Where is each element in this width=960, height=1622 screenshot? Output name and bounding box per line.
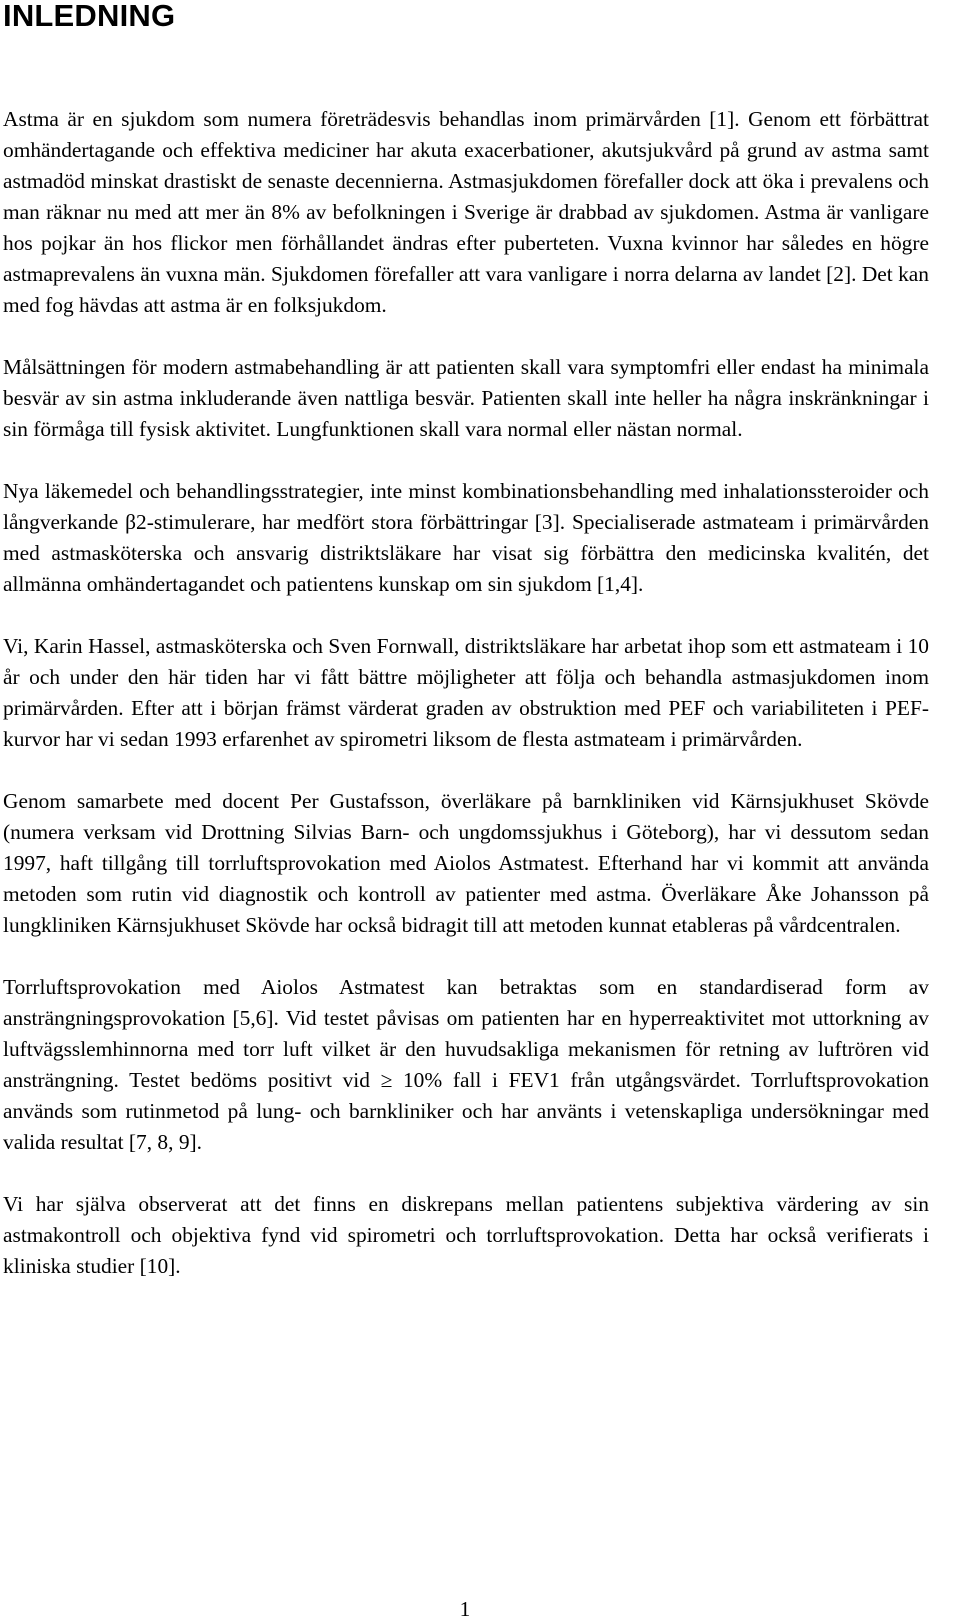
paragraph-asthma-team: Vi, Karin Hassel, astmasköterska och Sven Fornwall, distriktsläkare har arbetat ihop som ett astmateam i 10 år och under den här tiden har vi fått bättre möjligheter att följa och behandla astmasjukdomen inom primärvården. Efter att i början främst värderat graden av obstruktion med PEF och variabiliteten i PEF-kurvor har vi sedan 1993 erfarenhet av spirometri liksom de flesta astmateam i primärvården. [3,634,929,751]
section-heading: INLEDNING [3,0,176,33]
page-number: 1 [459,1597,471,1621]
body-text [3,104,929,1313]
paragraph-discrepancy: Vi har själva observerat att det finns en diskrepans mellan patientens subjektiva värdering av sin astmakontroll och objektiva fynd vid spirometri och torrluftsprovokation. Detta har också verifierats i kliniska studier [10]. [3,1192,929,1278]
paragraph-new-medicines: Nya läkemedel och behandlingsstrategier, inte minst kombinationsbehandling med inhalationssteroider och långverkande β2-stimulerare, har medfört stora förbättringar [3]. Specialiserade astmateam i primärvården med astmasköterska och ansvarig distriktsläkare har visat sig förbättra den medicinska kvalitén, det allmänna omhändertagandet och patientens kunskap om sin sjukdom [1,4]. [3,479,929,596]
paragraph-collaboration: Genom samarbete med docent Per Gustafsson, överläkare på barnkliniken vid Kärnsjukhuset Skövde (numera verksam vid Drottning Silvias Barn- och ungdomssjukhus i Göteborg), har vi dessutom sedan 1997, haft tillgång till torrluftsprovokation med Aiolos Astmatest. Efterhand har vi kommit att använda metoden som rutin vid diagnostik och kontroll av patienter med astma. Överläkare Åke Johansson på lungkliniken Kärnsjukhuset Skövde har också bidragit till att metoden kunnat etableras på vårdcentralen. [3,789,929,937]
paragraph-intro-prevalence: Astma är en sjukdom som numera företrädesvis behandlas inom primärvården [1]. Genom ett förbättrat omhändertagande och effektiva mediciner har akuta exacerbationer, akutsjukvård på grund av astma samt astmadöd minskat drastiskt de senaste decennierna. Astmasjukdomen förefaller dock att öka i prevalens och man räknar nu med att mer än 8% av befolkningen i Sverige är drabbad av sjukdomen. Astma är vanligare hos pojkar än hos flickor men förhållandet ändras efter puberteten. Vuxna kvinnor har således en högre astmaprevalens än vuxna män. Sjukdomen förefaller att vara vanligare i norra delarna av landet [2]. Det kan med fog hävdas att astma är en folksjukdom. [3,107,929,317]
paragraph-treatment-goals: Målsättningen för modern astmabehandling är att patienten skall vara symptomfri eller endast ha minimala besvär av sin astma inkluderande även nattliga besvär. Patienten skall inte heller ha några inskränkningar i sin förmåga till fysisk aktivitet. Lungfunktionen skall vara normal eller nästan normal. [3,355,929,441]
paragraph-dry-air-provocation: Torrluftsprovokation med Aiolos Astmatest kan betraktas som en standardiserad form av ansträngningsprovokation [5,6]. Vid testet påvisas om patienten har en hyperreaktivitet mot uttorkning av luftvägsslemhinnorna med torr luft vilket är den huvudsakliga mekanismen för retning av luftrören vid ansträngning. Testet bedöms positivt vid ≥ 10% fall i FEV1 från utgångsvärdet. Torrluftsprovokation används som rutinmetod på lung- och barnkliniker och har använts i vetenskapliga undersökningar med valida resultat [7, 8, 9]. [3,975,929,1154]
